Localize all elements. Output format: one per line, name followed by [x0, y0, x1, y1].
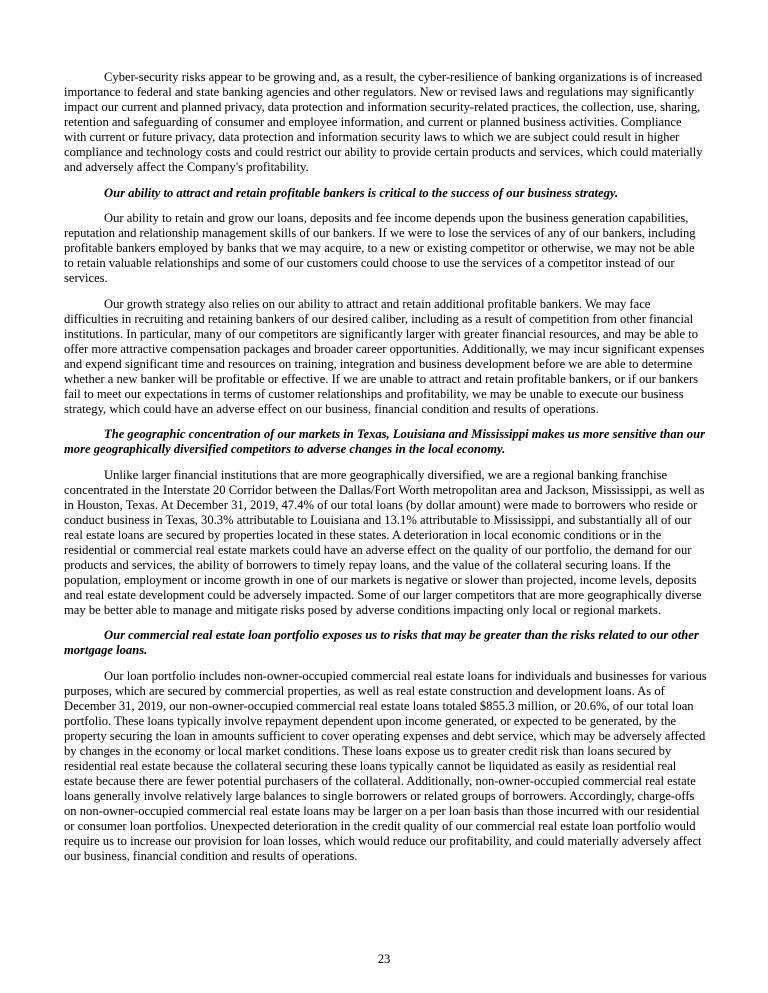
paragraph-loan-portfolio: Our loan portfolio includes non-owner-occupied commercial real estate loans for individuals and businesses for various purposes, which are secured by commercial properties, as well as real estate construction and development loans. As of December 31, 2019, our non-owner-occupied commercial real estate loans totaled $855.3 million, or 20.6%, of our total loan portfolio. These loans typically involve repayment dependent upon income generated, or expected to be generated, by the property securing the loan in amounts sufficient to cover operating expenses and debt service, which may be adversely affected by changes in the economy or local market conditions. These loans expose us to greater credit risk than loans secured by residential real estate because the collateral securing these loans typically cannot be liquidated as easily as residential real estate because there are fewer potential purchasers of the collateral. Additionally, non-owner-occupied commercial real estate loans generally involve relatively large balances to single borrowers or related groups of borrowers. Accordingly, charge-offs on non-owner-occupied commercial real estate loans may be larger on a per loan basis than those incurred with our residential or consumer loan portfolios. Unexpected deterioration in the credit quality of our commercial real estate loan portfolio would require us to increase our provision for loan losses, which would reduce our profitability, and could materially adversely affect our business, financial condition and results of operations.: [64, 668, 707, 863]
paragraph-growth-strategy-bankers: Our growth strategy also relies on our ability to attract and retain additional profitable bankers. We may face difficulties in recruiting and retaining bankers of our desired caliber, including as a result of competition from other financial institutions. In particular, many of our competitors are significantly larger with greater financial resources, and may be able to offer more attractive compensation packages and broader career opportunities. Additionally, we may incur significant expenses and expend significant time and resources on training, integration and business development before we are able to determine whether a new banker will be profitable or effective. If we are unable to attract and retain profitable bankers, or if our bankers fail to meet our expectations in terms of customer relationships and profitability, we may be unable to execute our business strategy, which could have an adverse effect on our business, financial condition and results of operations.: [64, 296, 705, 416]
page-number: 23: [377, 952, 391, 966]
risk-heading-retain-profitable-bankers: Our ability to attract and retain profitable bankers is critical to the success of our business strategy.: [104, 185, 619, 200]
paragraph-retain-grow-loans: Our ability to retain and grow our loans, deposits and fee income depends upon the business generation capabilities, reputation and relationship management skills of our bankers. If we were to lose the services of any of our bankers, including profitable bankers employed by banks that we may acquire, to a new or existing competitor or otherwise, we may not be able to retain valuable relationships and some of our customers could choose to use the services of a competitor instead of our services.: [64, 211, 696, 285]
risk-heading-geographic-concentration: The geographic concentration of our markets in Texas, Louisiana and Mississippi makes us more sensitive than our more geographically diversified competitors to adverse changes in the local economy.: [64, 427, 705, 456]
paragraph-regional-banking-franchise: Unlike larger financial institutions that are more geographically diversified, we are a regional banking franchise concentrated in the Interstate 20 Corridor between the Dallas/Fort Worth metropolitan area and Jackson, Mississippi, as well as in Houston, Texas. At December 31, 2019, 47.4% of our total loans (by dollar amount) were made to borrowers who reside or conduct business in Texas, 30.3% attributable to Louisiana and 13.1% attributable to Mississippi, and substantially all of our real estate loans are secured by properties located in these states. A deterioration in local economic conditions or in the residential or commercial real estate markets could have an adverse effect on the quality of our portfolio, the demand for our products and services, the ability of borrowers to timely repay loans, and the value of the collateral securing loans. If the population, employment or income growth in one of our markets is negative or slower than projected, income levels, deposits and real estate development could be adversely impacted. Some of our larger competitors that are more geographically diverse may be better able to manage and mitigate risks posed by adverse conditions impacting only local or regional markets.: [64, 467, 705, 617]
paragraph-cyber-security-risks: Cyber-security risks appear to be growing and, as a result, the cyber-resilience of banking organizations is of increased importance to federal and state banking agencies and other regulators. New or revised laws and regulations may significantly impact our current and planned privacy, data protection and information security-related practices, the collection, use, sharing, retention and safeguarding of consumer and employee information, and current or planned business activities. Compliance with current or future privacy, data protection and information security laws to which we are subject could result in higher compliance and technology costs and could restrict our ability to provide certain products and services, which could materially and adversely affect the Company's profitability.: [64, 70, 703, 174]
risk-heading-commercial-real-estate: Our commercial real estate loan portfolio exposes us to risks that may be greater than the risks related to our other mortgage loans.: [64, 628, 699, 657]
